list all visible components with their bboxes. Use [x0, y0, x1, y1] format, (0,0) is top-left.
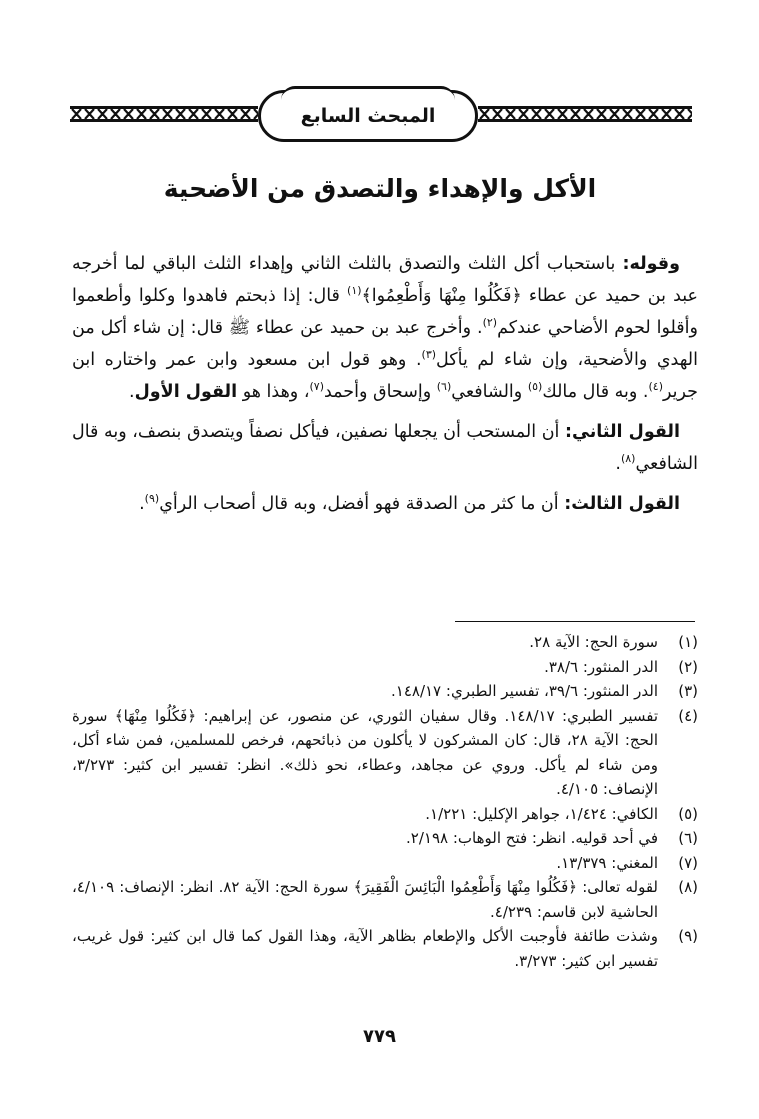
- page-number: ٧٧٩: [363, 1026, 396, 1047]
- text-run: . وأخرج عبد بن حميد عن عطاء ﷺ قال: إن شاء أكل من الهدي والأضحية، وإن شاء لم يأكل: [72, 318, 698, 370]
- footnote-ref: (٤): [648, 380, 663, 394]
- footnote-text: الكافي: ١/٤٢٤، جواهر الإكليل: ١/٢٢١.: [425, 804, 658, 823]
- paragraph-1: [72, 248, 698, 408]
- header-ornament-right: [478, 104, 692, 124]
- footnote-ref: (٦): [436, 380, 452, 394]
- footnote: [72, 851, 698, 876]
- footnote-number: (٢): [678, 657, 698, 676]
- footnote-number: (٩): [678, 927, 698, 945]
- footnotes: [72, 630, 698, 973]
- opinion-heading: القول الثالث:: [564, 494, 680, 514]
- main-text: [72, 248, 698, 528]
- footnote-ref: (٥): [527, 380, 543, 394]
- quran-quote: ﴿فَكُلُوا مِنْهَا وَأَطْعِمُوا﴾: [361, 286, 522, 306]
- footnote-number: (٧): [678, 853, 698, 872]
- footnote-text: سورة الحج: الآية ٢٨.: [529, 633, 658, 651]
- footnote: [72, 826, 698, 851]
- footnote: [72, 655, 698, 680]
- footnote-text: الدر المنثور: ٣٩/٦، تفسير الطبري: ١٤٨/١٧.: [391, 682, 658, 700]
- text-run: . وهو قول ابن مسعود وابن عمر واختاره ابن جرير: [72, 350, 698, 402]
- footnote: [72, 704, 698, 802]
- footnote: [72, 802, 698, 827]
- section-label: المبحث السابع: [300, 105, 436, 127]
- text-run: والشافعي: [451, 382, 528, 402]
- section-label-box: [258, 90, 478, 142]
- footnote-text: وشذت طائفة فأوجبت الأكل والإطعام بظاهر الآية، وهذا القول كما قال ابن كثير: قول غريب، تفسير ابن كثير: ٣/٢٧٣.: [72, 927, 658, 970]
- footnote-number: (٣): [678, 682, 698, 700]
- footnote-ref: (١): [347, 284, 362, 298]
- footnote-number: (٥): [678, 804, 698, 823]
- footnote: [72, 679, 698, 704]
- text-run: قال: إذا ذبحتم فاهدوا وكلوا وأطعموا وأقلوا لحوم الأضاحي عندكم: [72, 286, 698, 338]
- lead-term: وقوله:: [622, 254, 680, 274]
- label-box-tab: [281, 86, 455, 101]
- footnote-ref: (٣): [421, 348, 437, 362]
- text-run: .: [615, 454, 621, 474]
- footnote: [72, 924, 698, 973]
- footnote-number: (٤): [678, 706, 698, 725]
- footnote-text: تفسير الطبري: ١٤٨/١٧. وقال سفيان الثوري، عن منصور، عن إبراهيم: ﴿فَكُلُوا مِنْهَا﴾ سورة الحج: الآية ٢٨، قال: كان المشركون لا يأكلون من ذبائحهم، فرخص للمسلمين، فمن شاء أكل، ومن شاء لم يأكل. وروي عن مجاهد، وعطاء، نحو ذلك». انظر: تفسير ابن كثير: ٣/٢٧٣، الإنصاف: ٤/١٠٥.: [72, 706, 658, 798]
- text-run: . وبه قال مالك: [542, 382, 649, 402]
- opinion-heading: القول الثاني:: [565, 422, 680, 442]
- footnote-text: في أحد قوليه. انظر: فتح الوهاب: ٢/١٩٨.: [406, 829, 658, 847]
- text-run: وإسحاق وأحمد: [324, 382, 437, 402]
- footnote-ref: (٢): [482, 316, 498, 330]
- footnote: [72, 875, 698, 924]
- text-run: أن ما كثر من الصدقة فهو أفضل، وبه قال أصحاب الرأي: [159, 494, 565, 514]
- text-run: .: [139, 494, 145, 514]
- footnote-ref: (٨): [620, 452, 636, 466]
- footnote: [72, 630, 698, 655]
- opinion-label: القول الأول: [134, 382, 238, 402]
- text-run: .: [129, 382, 135, 402]
- paragraph-3: [72, 488, 698, 520]
- text-run: أن المستحب أن يجعلها نصفين، فيأكل نصفاً ويتصدق بنصف، وبه قال الشافعي: [72, 422, 698, 474]
- footnote-text: لقوله تعالى: ﴿فَكُلُوا مِنْهَا وَأَطْعِمُوا الْبَائِسَ الْفَقِيرَ﴾ سورة الحج: الآية ٨٢. انظر: الإنصاف: ٤/١٠٩، الحاشية لابن قاسم: ٤/٢٣٩.: [72, 878, 658, 921]
- paragraph-2: [72, 416, 698, 480]
- footnote-number: (٨): [678, 878, 698, 896]
- footnote-number: (٦): [678, 829, 698, 847]
- text-run: ، وهذا هو: [237, 382, 310, 402]
- text-run: باستحباب أكل الثلث والتصدق بالثلث الثاني وإهداء الثلث الباقي لما أخرجه عبد بن حميد عن عطاء: [72, 254, 698, 306]
- footnote-number: (١): [678, 633, 698, 651]
- footnote-separator: [455, 621, 695, 622]
- footnote-ref: (٧): [309, 380, 324, 394]
- header-ornament-left: [70, 104, 258, 124]
- footnote-text: الدر المنثور: ٣٨/٦.: [544, 657, 658, 676]
- page-title: الأكل والإهداء والتصدق من الأضحية: [163, 174, 597, 203]
- footnote-text: المغني: ١٣/٣٧٩.: [556, 853, 658, 872]
- footnote-ref: (٩): [144, 492, 160, 506]
